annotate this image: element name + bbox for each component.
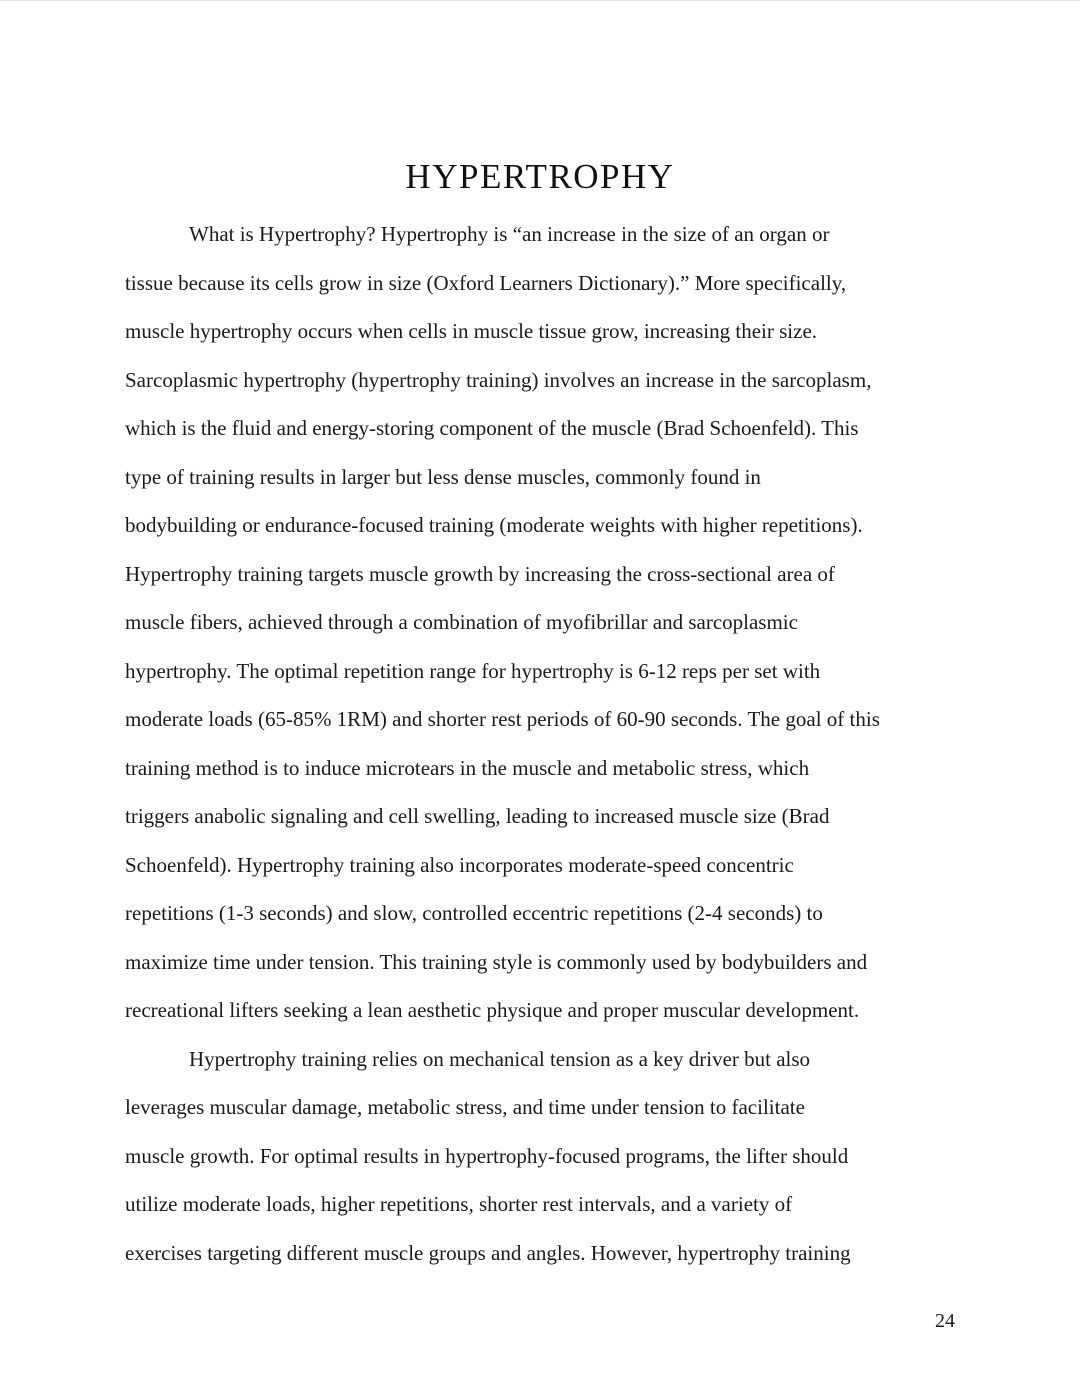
text-line: bodybuilding or endurance-focused training (moderate weights with higher repetitions). <box>125 513 863 537</box>
text-line: Hypertrophy training relies on mechanical tension as a key driver but also <box>189 1046 811 1071</box>
text-line: muscle fibers, achieved through a combination of myofibrillar and sarcoplasmic <box>125 610 798 634</box>
text-line: repetitions (1-3 seconds) and slow, controlled eccentric repetitions (2-4 seconds) to <box>125 901 823 925</box>
text-line: moderate loads (65-85% 1RM) and shorter rest periods of 60-90 seconds. The goal of this <box>125 707 880 731</box>
text-line: hypertrophy. The optimal repetition range for hypertrophy is 6-12 reps per set with <box>125 658 821 683</box>
text-line: which is the fluid and energy-storing component of the muscle (Brad Schoenfeld). This <box>125 416 859 440</box>
text-line: recreational lifters seeking a lean aesthetic physique and proper muscular development. <box>125 998 860 1022</box>
text-line: type of training results in larger but less dense muscles, commonly found in <box>125 464 761 489</box>
text-line: maximize time under tension. This training style is commonly used by bodybuilders and <box>125 949 868 974</box>
text-line: Sarcoplasmic hypertrophy (hypertrophy training) involves an increase in the sarcoplasm, <box>125 367 872 392</box>
text-line: tissue because its cells grow in size (Oxford Learners Dictionary).” More specifically, <box>125 270 847 295</box>
text-line: exercises targeting different muscle groups and angles. However, hypertrophy training <box>125 1240 851 1265</box>
text-line: triggers anabolic signaling and cell swelling, leading to increased muscle size (Brad <box>125 804 830 828</box>
paragraph-2 <box>125 1035 965 1278</box>
text-line: leverages muscular damage, metabolic stress, and time under tension to facilitate <box>125 1095 805 1119</box>
page-number: 24 <box>935 1310 955 1332</box>
text-line: utilize moderate loads, higher repetitions, shorter rest intervals, and a variety of <box>125 1192 793 1216</box>
text-line: What is Hypertrophy? Hypertrophy is “an increase in the size of an organ or <box>189 222 830 246</box>
text-line: Schoenfeld). Hypertrophy training also incorporates moderate-speed concentric <box>125 852 794 877</box>
text-line: muscle growth. For optimal results in hypertrophy-focused programs, the lifter should <box>125 1143 849 1168</box>
text-line: Hypertrophy training targets muscle growth by increasing the cross-sectional area of <box>125 561 835 586</box>
page-title: HYPERTROPHY <box>405 157 675 197</box>
text-line: muscle hypertrophy occurs when cells in muscle tissue grow, increasing their size. <box>125 319 818 343</box>
paragraph-1 <box>125 210 965 1035</box>
top-border <box>0 0 1080 1</box>
text-line: training method is to induce microtears in the muscle and metabolic stress, which <box>125 755 810 780</box>
body-text <box>125 210 965 1277</box>
